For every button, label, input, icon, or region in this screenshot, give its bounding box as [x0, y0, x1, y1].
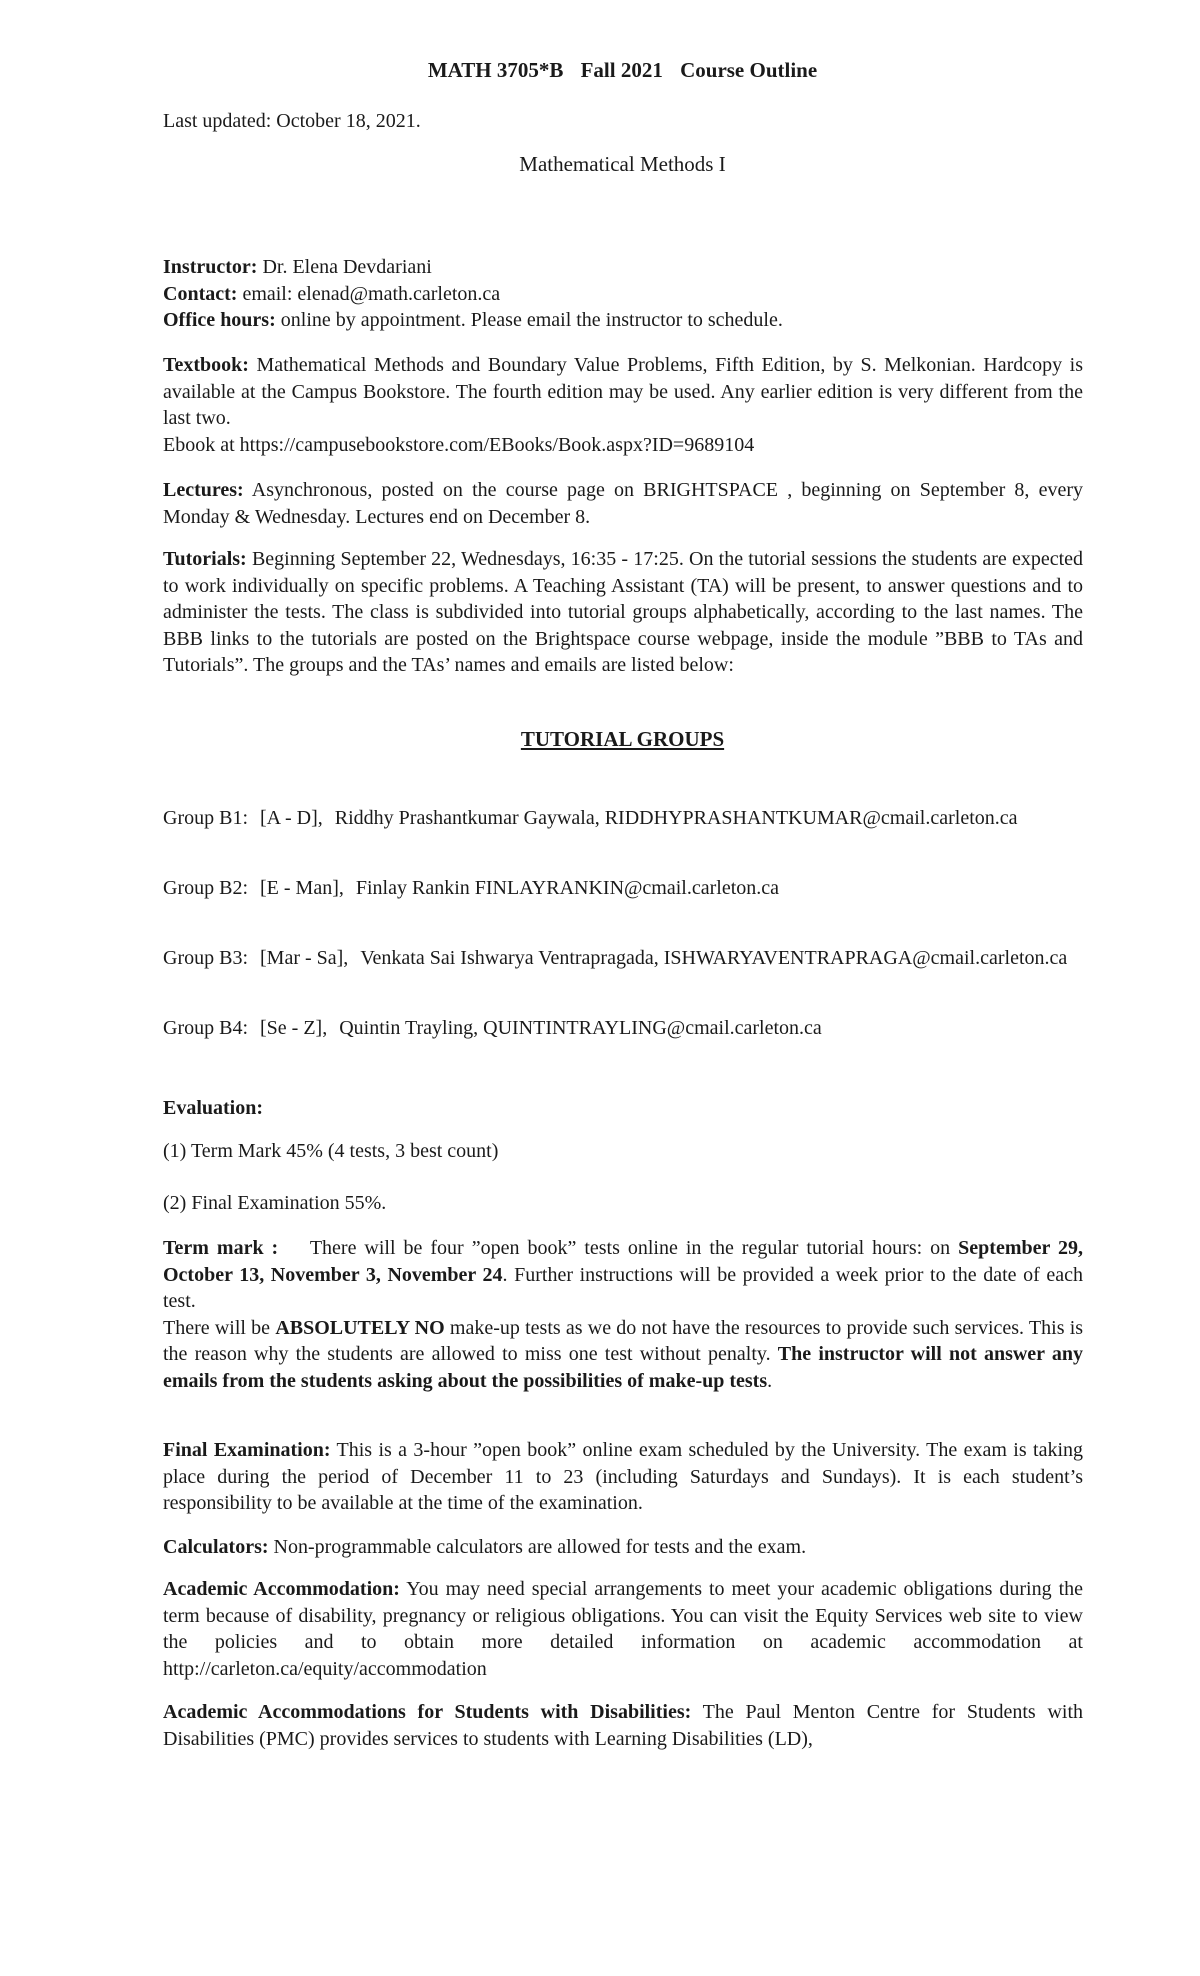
- final-exam-section: [163, 1437, 1083, 1517]
- term-mark-text-2: . Further instructions will be provided a week prior to the date of each test.: [163, 1263, 1083, 1312]
- accommodation-text: You may need special arrangements to meet your academic obligations during the term because of disability, pregnancy or religious obligations. You can visit the Equity Services web site to view the policies and to obtain more detailed information on academic accommodation at http://carleton.ca/equity/accommodation: [163, 1578, 1084, 1680]
- calculators-text: Non-programmable calculators are allowed for tests and the exam.: [273, 1536, 807, 1558]
- textbook-label: Textbook:: [163, 354, 249, 376]
- tutorials-section: [163, 546, 1083, 679]
- group-range: [A - D],: [260, 807, 323, 829]
- accommodation-section: [163, 1576, 1083, 1682]
- textbook-text: Mathematical Methods and Boundary Value Problems, Fifth Edition, by S. Melkonian. Hardcopy is available at the Campus Bookstore. The fourth edition may be used. Any earlier edition is very different from the last two.: [163, 354, 1083, 429]
- no-makeup-emphasis: ABSOLUTELY NO: [275, 1316, 445, 1339]
- disabilities-section: [163, 1699, 1083, 1752]
- office-hours-label: Office hours:: [163, 309, 276, 331]
- instructor-label: Instructor:: [163, 256, 258, 278]
- tutorial-group-b2: [163, 877, 779, 900]
- term: Fall 2021: [580, 58, 663, 82]
- term-mark-text-4: make-up tests as we do not have the resources to provide such services. This is the reason why the students are allowed to miss one test without penalty.: [163, 1316, 1084, 1365]
- contact-label: Contact:: [163, 282, 238, 305]
- tutorial-groups-heading: TUTORIAL GROUPS: [520, 727, 725, 751]
- lectures-section: [163, 477, 1083, 530]
- evaluation-heading: Evaluation:: [163, 1097, 264, 1119]
- lectures-label: Lectures:: [163, 479, 244, 501]
- term-mark-label: Term mark :: [163, 1237, 279, 1259]
- group-ta: Riddhy Prashantkumar Gaywala, RIDDHYPRASHANTKUMAR@cmail.carleton.ca: [334, 807, 1018, 829]
- disabilities-label: Academic Accommodations for Students with Disabilities:: [163, 1701, 692, 1723]
- test-dates: September 29, October 13, November 3, November 24: [163, 1237, 1083, 1286]
- office-hours-value: online by appointment. Please email the instructor to schedule.: [280, 309, 783, 331]
- evaluation-item-term-mark: (1) Term Mark 45% (4 tests, 3 best count): [163, 1140, 499, 1162]
- course-code: MATH 3705*B: [427, 58, 564, 82]
- term-mark-text: There will be four ”open book” tests online in the regular tutorial hours: on: [309, 1237, 951, 1259]
- group-label: Group B3:: [163, 947, 248, 969]
- term-mark-text-3: There will be: [163, 1316, 271, 1339]
- instructor-info: [163, 254, 1083, 334]
- tutorial-group-b1: [163, 807, 1018, 830]
- accommodation-label: Academic Accommodation:: [163, 1578, 400, 1600]
- group-ta: Quintin Trayling, QUINTINTRAYLING@cmail.carleton.ca: [339, 1017, 822, 1039]
- tutorial-group-b3: [163, 947, 1067, 970]
- contact-email: email: elenad@math.carleton.ca: [242, 282, 501, 305]
- group-range: [Se - Z],: [260, 1017, 328, 1039]
- term-mark-section: [163, 1235, 1083, 1394]
- calculators-label: Calculators:: [163, 1536, 269, 1558]
- tutorials-label: Tutorials:: [163, 548, 247, 570]
- course-title: Mathematical Methods I: [519, 152, 726, 176]
- doc-type: Course Outline: [680, 58, 818, 82]
- evaluation-item-final-exam: (2) Final Examination 55%.: [163, 1192, 387, 1214]
- disabilities-text: The Paul Menton Centre for Students with Disabilities (PMC) provides services to students with Learning Disabilities (LD),: [163, 1701, 1083, 1750]
- final-exam-text: This is a 3-hour ”open book” online exam scheduled by the University. The exam is taking place during the period of December 11 to 23 (including Saturdays and Sundays). It is each student’s responsibility to be available at the time of the examination.: [163, 1439, 1084, 1514]
- group-range: [Mar - Sa],: [260, 947, 349, 969]
- group-label: Group B2:: [163, 877, 248, 899]
- lectures-text: Asynchronous, posted on the course page on BRIGHTSPACE , beginning on September 8, every Monday & Wednesday. Lectures end on December 8.: [163, 479, 1083, 528]
- ebook-link: Ebook at https://campusebookstore.com/EBooks/Book.aspx?ID=9689104: [163, 433, 755, 456]
- calculators-section: [163, 1534, 1083, 1561]
- group-ta: Venkata Sai Ishwarya Ventrapragada, ISHWARYAVENTRAPRAGA@cmail.carleton.ca: [360, 947, 1068, 969]
- group-range: [E - Man],: [260, 877, 344, 899]
- tutorials-text: Beginning September 22, Wednesdays, 16:35 - 17:25. On the tutorial sessions the students are expected to work individually on specific problems. A Teaching Assistant (TA) will be present, to answer questions and to administer the tests. The class is subdivided into tutorial groups alphabetically, according to the last names. The BBB links to the tutorials are posted on the Brightspace course webpage, inside the module ”BBB to TAs and Tutorials”. The groups and the TAs’ names and emails are listed below:: [163, 548, 1084, 676]
- instructor-name: Dr. Elena Devdariani: [262, 256, 432, 278]
- group-label: Group B1:: [163, 807, 248, 829]
- group-ta: Finlay Rankin FINLAYRANKIN@cmail.carleton.ca: [355, 877, 780, 899]
- last-updated: Last updated: October 18, 2021.: [163, 110, 421, 132]
- document-title: [0, 58, 1200, 83]
- term-mark-text-5: .: [767, 1369, 773, 1392]
- textbook-section: [163, 352, 1083, 458]
- group-label: Group B4:: [163, 1017, 248, 1039]
- no-email-warning: The instructor will not answer any emails from the students asking about the possibilities of make-up tests: [163, 1343, 1084, 1392]
- final-exam-label: Final Examination:: [163, 1439, 331, 1461]
- tutorial-group-b4: [163, 1017, 822, 1040]
